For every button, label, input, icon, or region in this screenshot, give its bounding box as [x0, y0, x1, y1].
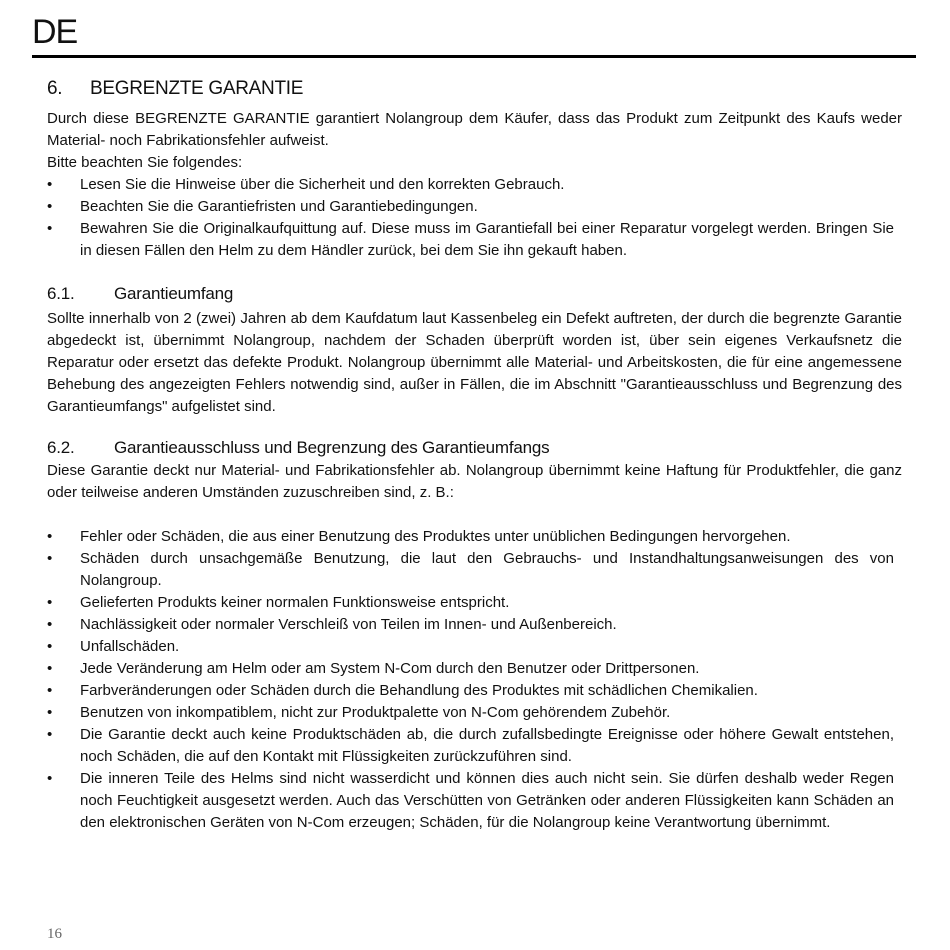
list-item: [47, 702, 902, 724]
bullet-icon: •: [47, 594, 53, 611]
page-number: 16: [47, 926, 62, 942]
language-code: DE: [32, 13, 78, 51]
section-6-title: BEGRENZTE GARANTIE: [90, 78, 304, 99]
list-item-text: Bewahren Sie die Originalkaufquittung auf. Diese muss im Garantiefall bei einer Reparatur vorgelegt werden. Bringen Sie in diesen Fällen den Helm zu dem Händler zurück, bei dem Sie ihn gekauft haben.: [80, 220, 894, 259]
list-item-text: Lesen Sie die Hinweise über die Sicherheit und den korrekten Gebrauch.: [80, 176, 565, 193]
bullet-icon: •: [47, 726, 53, 743]
list-item-text: Unfallschäden.: [80, 638, 180, 655]
list-item: [47, 724, 902, 768]
bullet-icon: •: [47, 528, 53, 545]
bullet-icon: •: [47, 770, 53, 787]
list-item-text: Die inneren Teile des Helms sind nicht wasserdicht und können dies auch nicht sein. Sie dürfen deshalb weder Regen noch Feuchtigkeit ausgesetzt werden. Auch das Verschütten von Getränken oder anderen Flüssigkeiten kann Schäden an den elektronischen Geräten von N-Com erzeugen; Schäden, für die Nolangroup keine Verantwortung übernimmt.: [80, 770, 894, 831]
bullet-icon: •: [47, 682, 53, 699]
list-item-text: Die Garantie deckt auch keine Produktschäden ab, die durch zufallsbedingte Ereignisse oder höhere Gewalt entstehen, noch Schäden, die auf den Kontakt mit Flüssigkeiten zurückzuführen sind.: [80, 726, 894, 765]
section-6-note: Bitte beachten Sie folgendes:: [47, 154, 243, 171]
list-item: [47, 658, 902, 680]
list-item-text: Benutzen von inkompatiblem, nicht zur Produktpalette von N-Com gehörendem Zubehör.: [80, 704, 671, 721]
section-6-1-title: Garantieumfang: [114, 284, 234, 303]
spacer: [47, 504, 902, 526]
section-6-2-text: Diese Garantie deckt nur Material- und Fabrikationsfehler ab. Nolangroup übernimmt keine Haftung für Produktfehler, die ganz oder teilweise anderen Umständen zuzuschreiben sind, z. B.:: [47, 462, 902, 501]
bullet-icon: •: [47, 176, 53, 193]
section-6-bullets: [47, 174, 902, 262]
bullet-icon: •: [47, 616, 53, 633]
list-item: [47, 174, 902, 196]
bullet-icon: •: [47, 660, 53, 677]
list-item: [47, 636, 902, 658]
list-item-text: Farbveränderungen oder Schäden durch die Behandlung des Produktes mit schädlichen Chemikalien.: [80, 682, 758, 699]
section-6-number: 6.: [47, 78, 63, 99]
list-item: [47, 526, 902, 548]
bullet-icon: •: [47, 704, 53, 721]
bullet-icon: •: [47, 638, 53, 655]
bullet-icon: •: [47, 550, 53, 567]
list-item-text: Nachlässigkeit oder normaler Verschleiß von Teilen im Innen- und Außenbereich.: [80, 616, 617, 633]
list-item-text: Jede Veränderung am Helm oder am System N-Com durch den Benutzer oder Drittpersonen.: [80, 660, 700, 677]
list-item-text: Schäden durch unsachgemäße Benutzung, die laut den Gebrauchs- und Instandhaltungsanweisungen des von Nolangroup.: [80, 550, 894, 589]
section-6-1-number: 6.1.: [47, 284, 75, 303]
section-6-1-heading: [47, 282, 902, 306]
list-item: [47, 196, 902, 218]
section-6-2-heading: [47, 436, 902, 460]
list-item: [47, 592, 902, 614]
section-6-2-bullets: [47, 526, 902, 834]
section-6-intro: Durch diese BEGRENZTE GARANTIE garantiert Nolangroup dem Käufer, dass das Produkt zum Zeitpunkt des Kaufs weder Material- noch Fabrikationsfehler aufweist.: [47, 110, 902, 149]
section-6-1-text: Sollte innerhalb von 2 (zwei) Jahren ab dem Kaufdatum laut Kassenbeleg ein Defekt auftreten, der durch die begrenzte Garantie abgedeckt ist, übernimmt Nolangroup, nachdem der Schaden überprüft worden ist, über sein eigenes Verkaufsnetz die Reparatur oder ersetzt das defekte Produkt. Nolangroup übernimmt alle Material- und Arbeitskosten, die für eine angemessene Behebung des angezeigten Fehlers notwendig sind, außer in Fällen, die im Abschnitt "Garantieausschluss und Begrenzung des Garantieumfangs" aufgelistet sind.: [47, 310, 902, 415]
list-item: [47, 680, 902, 702]
list-item: [47, 548, 902, 592]
list-item-text: Fehler oder Schäden, die aus einer Benutzung des Produktes unter unüblichen Bedingungen hervorgehen.: [80, 528, 791, 545]
section-6-heading: [47, 76, 902, 102]
bullet-icon: •: [47, 220, 53, 237]
header-rule: [32, 55, 916, 58]
section-6-2-number: 6.2.: [47, 438, 75, 457]
list-item: [47, 218, 902, 262]
section-6-2-title: Garantieausschluss und Begrenzung des Garantieumfangs: [114, 438, 550, 457]
list-item-text: Beachten Sie die Garantiefristen und Garantiebedingungen.: [80, 198, 478, 215]
bullet-icon: •: [47, 198, 53, 215]
list-item-text: Gelieferten Produkts keiner normalen Funktionsweise entspricht.: [80, 594, 510, 611]
list-item: [47, 614, 902, 636]
content: [47, 76, 902, 834]
list-item: [47, 768, 902, 834]
